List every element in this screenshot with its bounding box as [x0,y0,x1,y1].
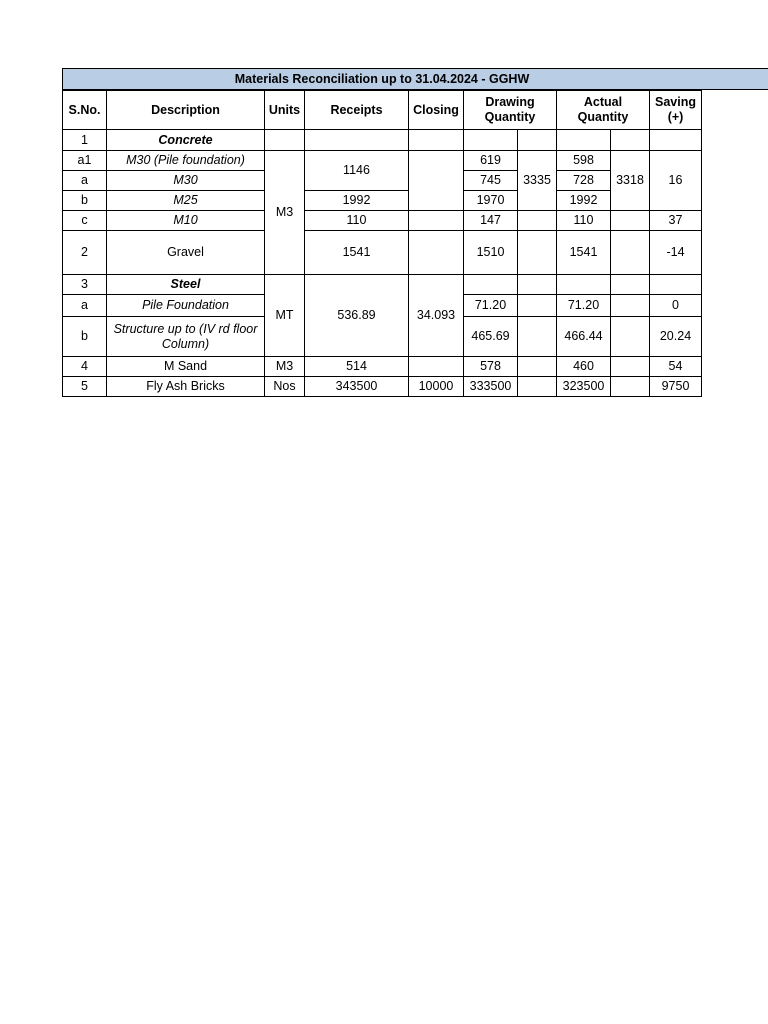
cell-actual: 1541 [557,231,611,275]
cell-units: M3 [265,357,305,377]
cell-actual: 598 [557,151,611,171]
cell-drawing-total [518,275,557,295]
cell-saving [650,275,702,295]
cell-sno: a [63,171,107,191]
cell-receipts-concrete: 1146 [305,151,409,191]
cell-drawing: 1970 [464,191,518,211]
header-description: Description [107,91,265,130]
cell-receipts: 1541 [305,231,409,275]
cell-actual-total [611,211,650,231]
cell-saving: -14 [650,231,702,275]
cell-drawing: 465.69 [464,317,518,357]
cell-closing-concrete [409,151,464,211]
cell-drawing: 147 [464,211,518,231]
header-closing: Closing [409,91,464,130]
cell-saving: 0 [650,295,702,317]
cell-drawing: 71.20 [464,295,518,317]
cell-actual [557,130,611,151]
table-row [63,130,702,151]
cell-actual-total [611,377,650,397]
header-sno: S.No. [63,91,107,130]
cell-units [265,130,305,151]
cell-drawing-total [518,377,557,397]
cell-drawing [464,130,518,151]
table-row [63,151,702,171]
cell-sno: 3 [63,275,107,295]
cell-units: Nos [265,377,305,397]
cell-closing [409,357,464,377]
cell-sno: b [63,191,107,211]
cell-drawing: 333500 [464,377,518,397]
cell-receipts: 1992 [305,191,409,211]
cell-actual-total [611,231,650,275]
cell-units-steel: MT [265,275,305,357]
cell-drawing-total [518,231,557,275]
header-units: Units [265,91,305,130]
cell-description: M30 [107,171,265,191]
table-row [63,211,702,231]
cell-actual-total [611,130,650,151]
cell-receipts [305,130,409,151]
cell-sno: 1 [63,130,107,151]
cell-receipts: 110 [305,211,409,231]
table-row [63,357,702,377]
cell-actual: 466.44 [557,317,611,357]
cell-closing: 10000 [409,377,464,397]
cell-actual-total [611,317,650,357]
cell-actual-total [611,357,650,377]
cell-actual-total [611,275,650,295]
reconciliation-table [62,90,702,397]
cell-description: M25 [107,191,265,211]
cell-actual: 110 [557,211,611,231]
table-row [63,377,702,397]
cell-description: Concrete [107,130,265,151]
cell-actual-total [611,295,650,317]
table-row [63,231,702,275]
cell-description: Gravel [107,231,265,275]
cell-drawing: 745 [464,171,518,191]
cell-units-concrete: M3 [265,151,305,275]
cell-drawing-total [518,295,557,317]
cell-description: Pile Foundation [107,295,265,317]
header-saving: Saving (+) [650,91,702,130]
header-actual-quantity: Actual Quantity [557,91,650,130]
cell-closing [409,211,464,231]
cell-sno: a1 [63,151,107,171]
header-drawing-quantity: Drawing Quantity [464,91,557,130]
cell-drawing-total [518,211,557,231]
cell-closing-steel: 34.093 [409,275,464,357]
cell-closing [409,231,464,275]
cell-sno: 2 [63,231,107,275]
cell-description: M10 [107,211,265,231]
cell-sno: 4 [63,357,107,377]
cell-drawing: 1510 [464,231,518,275]
cell-description: Steel [107,275,265,295]
cell-sno: a [63,295,107,317]
cell-saving: 54 [650,357,702,377]
table-row [63,275,702,295]
cell-sno: b [63,317,107,357]
cell-saving-concrete: 16 [650,151,702,211]
cell-receipts: 514 [305,357,409,377]
cell-actual: 728 [557,171,611,191]
cell-drawing [464,275,518,295]
cell-closing [409,130,464,151]
cell-drawing: 619 [464,151,518,171]
cell-receipts-steel: 536.89 [305,275,409,357]
cell-drawing-total: 3335 [518,151,557,211]
cell-drawing-total [518,317,557,357]
cell-description: Fly Ash Bricks [107,377,265,397]
cell-description: Structure up to (IV rd floor Column) [107,317,265,357]
header-row [63,91,702,130]
cell-actual: 323500 [557,377,611,397]
cell-drawing: 578 [464,357,518,377]
cell-description: M30 (Pile foundation) [107,151,265,171]
cell-actual: 460 [557,357,611,377]
cell-actual: 1992 [557,191,611,211]
cell-actual-total: 3318 [611,151,650,211]
cell-saving [650,130,702,151]
cell-actual: 71.20 [557,295,611,317]
table-row [63,191,702,211]
cell-saving: 37 [650,211,702,231]
cell-receipts: 343500 [305,377,409,397]
cell-saving: 20.24 [650,317,702,357]
cell-drawing-total [518,357,557,377]
cell-sno: c [63,211,107,231]
header-receipts: Receipts [305,91,409,130]
table-title: Materials Reconciliation up to 31.04.2024 - GGHW [234,72,530,86]
cell-saving: 9750 [650,377,702,397]
cell-sno: 5 [63,377,107,397]
cell-description: M Sand [107,357,265,377]
cell-actual [557,275,611,295]
cell-drawing-total [518,130,557,151]
